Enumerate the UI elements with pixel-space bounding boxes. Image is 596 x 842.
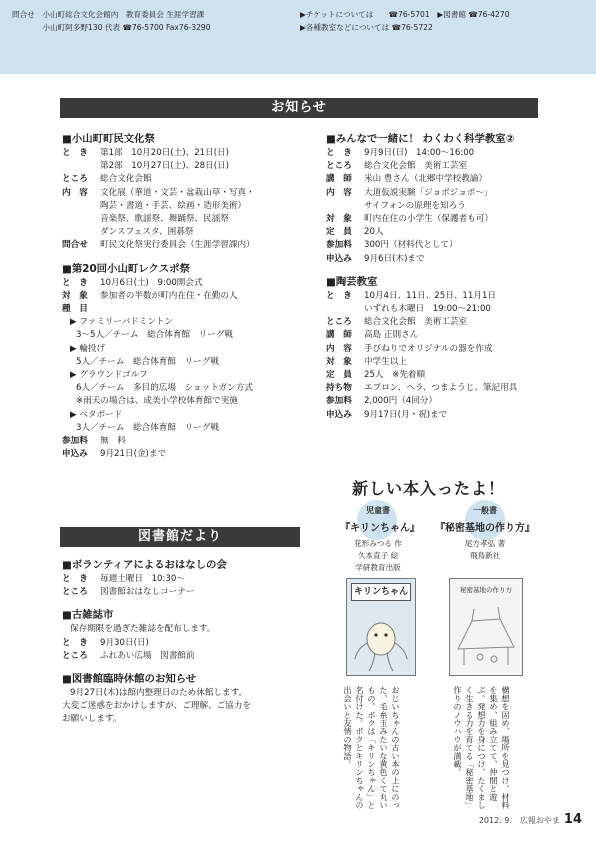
event-item-note: ※雨天の場合は、成美小学校体育館で実施 (76, 396, 238, 407)
book-cover-kids (346, 578, 416, 676)
field-label: ところ (62, 587, 88, 598)
field-value: 総合文化会館 美術工芸室 (364, 317, 468, 328)
field-label: 申込み (326, 253, 352, 264)
field-value: 10月6日(土) 9:00開会式 (100, 277, 203, 288)
field-value: 25人 ※先着順 (364, 370, 426, 381)
event-item: ▶ 輪投げ (70, 343, 106, 354)
field-value: 無 料 (100, 436, 126, 447)
field-label: ところ (326, 317, 352, 328)
event-title: ■みんなで一緒に！ わくわく科学教室② (326, 133, 515, 145)
contact-header (0, 0, 596, 74)
field-label: と き (62, 574, 88, 584)
giraffe-illustration (347, 579, 415, 675)
field-label: 内 容 (326, 187, 352, 198)
field-value: 9月30日(日) (100, 637, 149, 648)
field-label: 内 容 (326, 343, 352, 354)
event-item-detail: 3人／チーム 総合体育館 リーグ戦 (76, 422, 219, 433)
field-value: 大道仮説実験「ジョボジョボ～」 (364, 187, 493, 198)
book-description-kids: おじいちゃんの古い本の上にのった、毛糸玉みたいな黄色くて丸いもの。ボクは「キリンちゃん」と名付けた。ボクとキリンちゃんの出会いと友情の物語。 (343, 686, 401, 809)
field-value: 9月21日(金)まで (100, 449, 167, 460)
book-category: 一般書 (473, 505, 497, 515)
cover-title: 秘密基地の作り方 (460, 586, 512, 594)
field-value: 第2部 10月27日(土)、28日(日) (100, 161, 230, 172)
event-title: ■第20回小山町レクスポ祭 (62, 262, 190, 275)
field-label: 対 象 (326, 214, 352, 225)
paragraph: 大変ご迷惑をおかけしますが、ご理解、ご協力を (62, 701, 252, 712)
field-label: ところ (326, 161, 352, 172)
contact-line: 小山町阿多野130 代表 ☎76-5700 Fax76-3290 (12, 23, 211, 32)
field-value: 参加者の半数が町内在住・在勤の人 (100, 290, 238, 301)
field-label: 内 容 (62, 187, 88, 198)
field-value: 2,000円（4回分） (364, 396, 438, 407)
book-publisher: 学研教育出版 (355, 563, 401, 572)
field-label: ところ (62, 650, 88, 661)
event-item-detail: 3～5人／チーム 総合体育館 リーグ戦 (76, 330, 234, 341)
field-value: サイフォンの原理を知ろう (364, 200, 466, 211)
field-value: 陶芸・書道・手芸、絵画・造形美術） (100, 200, 247, 211)
field-value: 手びねりでオリジナルの器を作成 (364, 343, 493, 354)
field-label: 参加料 (326, 396, 352, 407)
field-label: と き (62, 148, 88, 158)
book-general (430, 505, 540, 562)
field-value: 300円（材料代として） (364, 240, 458, 251)
field-value: 9月17日(月・祝)まで (364, 409, 448, 420)
event-title: ■図書館臨時休館のお知らせ (62, 673, 197, 686)
library-column (62, 558, 302, 727)
issue-label: 2012. 9. 広報おやま (478, 816, 560, 825)
field-value: 9月9日(日) 14:00～16:00 (364, 148, 475, 158)
field-value: 図書館おはなしコーナー (100, 587, 195, 598)
field-label: 定 員 (326, 370, 352, 381)
field-label: と き (326, 148, 352, 158)
field-value: 20人 (364, 227, 384, 238)
hideout-illustration (450, 579, 522, 675)
field-value: 町内在住の小学生（保護者も可） (364, 214, 493, 225)
field-value: ダンスフェスタ、囲碁祭 (100, 227, 194, 238)
book-category: 児童書 (366, 505, 390, 515)
field-label: と き (62, 277, 88, 288)
field-value: ふれあい広場 図書館前 (100, 650, 195, 661)
field-label: 持ち物 (326, 383, 352, 394)
book-publisher: 飛鳥新社 (469, 551, 501, 560)
contact-line: ▶各種教室などについては ☎76-5722 (300, 23, 433, 32)
left-column (62, 132, 302, 461)
contact-line: ▶チケットについては ☎76-5701 ▶図書館 ☎76-4270 (300, 10, 510, 19)
book-illustrator: 久本直子 絵 (357, 551, 399, 560)
event-title: ■古雑誌市 (62, 609, 114, 622)
field-value: 9月6日(木)まで (364, 253, 425, 264)
section-banner-oshirase: お知らせ (60, 98, 538, 118)
field-value: 中学生以上 (364, 356, 407, 367)
book-description-general: 構想を固め、場所を見つけ、材料を集め、組み立てて、仲間と遊ぶ。発想力を身につけ、たくましく生きる力を育てる「秘密基地」作りのノウハウが満載。 (453, 686, 511, 809)
field-label: 申込み (326, 409, 352, 420)
event-item: ▶ グラウンドゴルフ (70, 370, 148, 381)
contact-line: 問合せ 小山町総合文化会館内 教育委員会 生涯学習課 (12, 10, 205, 19)
book-author: 尾方孝弘 著 (464, 539, 506, 548)
field-value: エプロン、ヘラ、つまようじ、筆記用具 (364, 383, 518, 394)
field-value: 総合文化会館 (100, 174, 152, 185)
field-value: いずれも木曜日 19:00～21:00 (364, 304, 491, 315)
event-item-detail: 6人／チーム 多目的広場 ショットガン方式 (76, 383, 253, 394)
page-footer (479, 812, 582, 827)
field-value: 第1部 10月20日(土)、21日(日) (100, 148, 230, 158)
field-label: 申込み (62, 449, 88, 460)
field-value: 高島 正則さん (364, 330, 419, 341)
book-kids (340, 505, 420, 574)
field-value: 毎週土曜日 10:30～ (100, 574, 185, 584)
field-label: 定 員 (326, 227, 352, 238)
field-label: と き (326, 290, 352, 301)
field-label: 参加料 (326, 240, 352, 251)
field-label: と き (62, 637, 88, 648)
paragraph: 保存期限を過ぎた雑誌を配布します。 (70, 624, 216, 635)
cover-title: キリンちゃん (351, 583, 411, 601)
paragraph: 9月27日(木)は館内整理日のため休館します。 (70, 688, 248, 699)
field-value: 文化展（華道・文芸・盆栽山草・写真・ (100, 187, 255, 198)
field-value: 10月4日、11日、25日、11月1日 (364, 290, 497, 301)
event-title: ■ボランティアによるおはなしの会 (62, 559, 227, 571)
book-title: 『秘密基地の作り方』 (435, 523, 535, 534)
right-column (326, 132, 566, 422)
contact-info-left (12, 8, 211, 34)
event-title: ■小山町町民文化祭 (62, 133, 155, 145)
paragraph: お願いします。 (62, 714, 122, 725)
contact-info-right (300, 8, 510, 34)
event-item: ▶ ペタボード (70, 409, 123, 420)
field-label: 種 目 (62, 304, 88, 315)
field-value: 音楽祭、歌謡祭、舞踊祭、民謡祭 (100, 214, 229, 225)
field-value: 米山 豊さん（北郷中学校教諭） (364, 174, 488, 185)
field-value: 総合文化会館 美術工芸室 (364, 161, 468, 172)
page-number: 14 (563, 812, 582, 827)
book-title: 『キリンちゃん』 (340, 523, 420, 534)
event-item-detail: 5人／チーム 総合体育館 リーグ戦 (76, 356, 219, 367)
field-label: 対 象 (62, 290, 88, 301)
field-label: ところ (62, 174, 88, 185)
book-author: 花形みつる 作 (354, 539, 402, 548)
event-item: ▶ ファミリーバドミントン (70, 317, 174, 328)
event-title: ■陶芸教室 (326, 275, 378, 288)
section-banner-library: 図書館だより (60, 527, 300, 547)
field-label: 対 象 (326, 356, 352, 367)
field-label: 参加料 (62, 436, 88, 447)
field-label: 問合せ (62, 240, 88, 251)
field-value: 町民文化祭実行委員会（生涯学習課内） (100, 240, 255, 251)
new-books-title: 新しい本入ったよ！ (352, 479, 506, 498)
book-cover-general (449, 578, 523, 676)
field-label: 講 師 (326, 174, 352, 185)
field-label: 講 師 (326, 330, 352, 341)
